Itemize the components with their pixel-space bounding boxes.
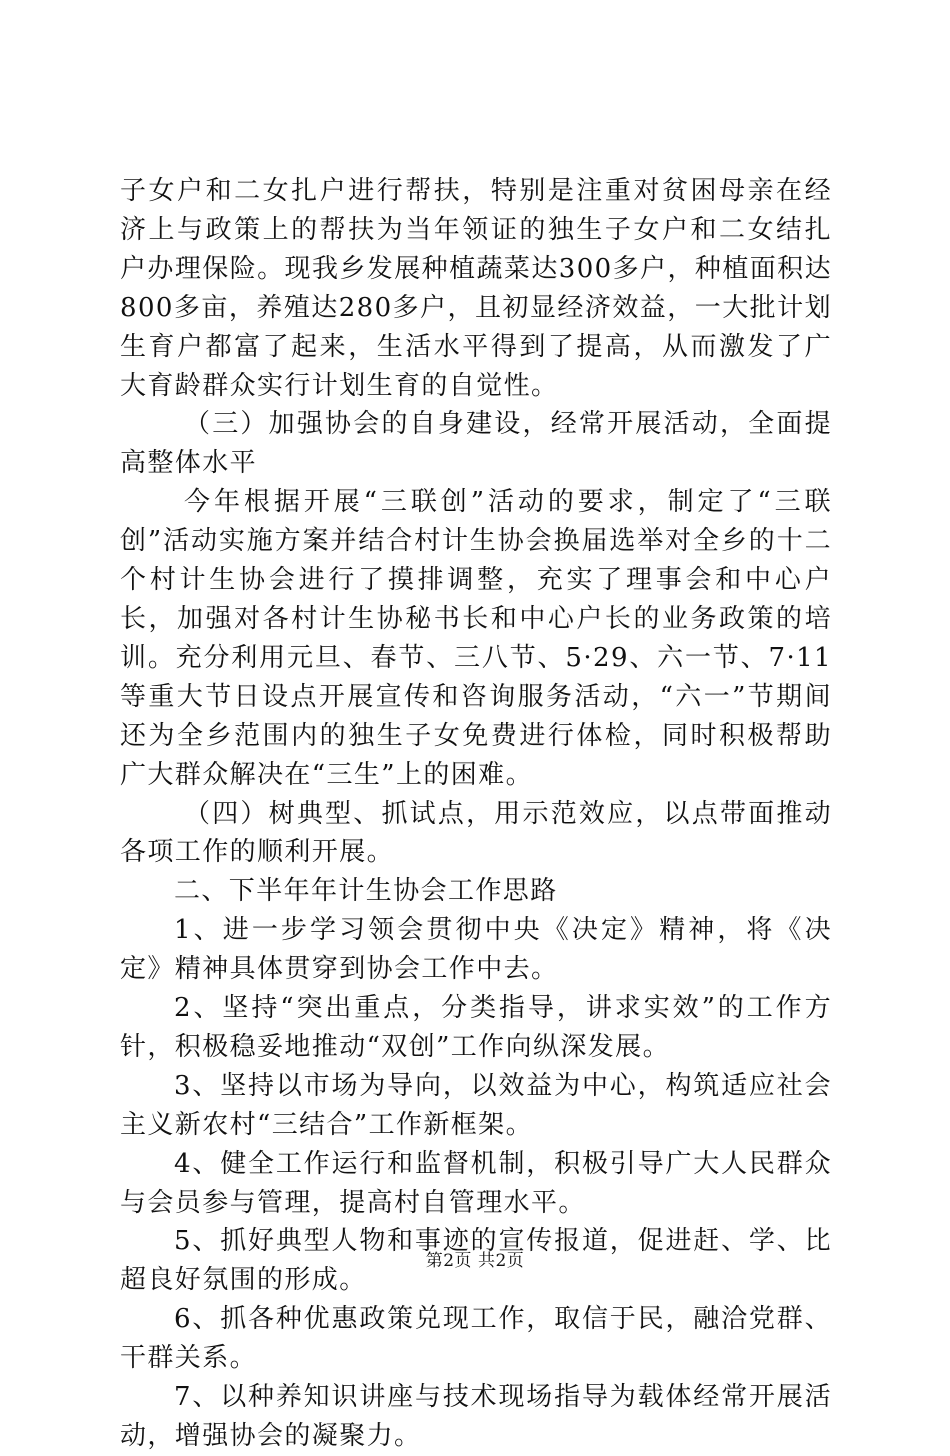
section-heading-second-half-plan: 二、下半年年计生协会工作思路	[174, 876, 558, 907]
plan-item-6: 6、抓各种优惠政策兑现工作，取信于民，融洽党群、干群关系。	[120, 1304, 832, 1374]
paragraph-three-joint-activities: 今年根据开展“三联创”活动的要求，制定了“三联创”活动实施方案并结合村计生协会换届选举对全乡的十二个村计生协会进行了摸排调整，充实了理事会和中心户长，加强对各村计生协秘书长和中心户长的业务政策的培训。充分利用元旦、春节、三八节、5·29、六一节、7·11等重大节日设点开展宣传和咨询服务活动，“六一”节期间还为全乡范围内的独生子女免费进行体检，同时积极帮助广大群众解决在“三生”上的困难。	[120, 487, 832, 790]
section-heading-three: （三）加强协会的自身建设，经常开展活动，全面提高整体水平	[120, 409, 832, 479]
plan-item-1: 1、进一步学习领会贯彻中央《决定》精神，将《决定》精神具体贯穿到协会工作中去。	[120, 915, 832, 985]
paragraph-support-continuation: 子女户和二女扎户进行帮扶，特别是注重对贫困母亲在经济上与政策上的帮扶为当年领证的独生子女户和二女结扎户办理保险。现我乡发展种植蔬菜达300多户，种植面积达800多亩，养殖达280多户，且初显经济效益，一大批计划生育户都富了起来，生活水平得到了提高，从而激发了广大育龄群众实行计划生育的自觉性。	[120, 176, 832, 401]
plan-item-2: 2、坚持“突出重点，分类指导，讲求实效”的工作方针，积极稳妥地推动“双创”工作向纵深发展。	[120, 993, 832, 1062]
section-heading-four: （四）树典型、抓试点，用示范效应，以点带面推动各项工作的顺利开展。	[120, 798, 832, 868]
plan-item-5: 5、抓好典型人物和事迹的宣传报道，促进赶、学、比超良好氛围的形成。	[120, 1226, 832, 1296]
plan-item-7: 7、以种养知识讲座与技术现场指导为载体经常开展活动，增强协会的凝聚力。	[120, 1382, 832, 1451]
plan-item-3: 3、坚持以市场为导向，以效益为中心，构筑适应社会主义新农村“三结合”工作新框架。	[120, 1070, 832, 1140]
page-number-footer: 第2页 共2页	[425, 1251, 525, 1271]
plan-item-4: 4、健全工作运行和监督机制，积极引导广大人民群众与会员参与管理，提高村自管理水平。	[120, 1148, 832, 1218]
